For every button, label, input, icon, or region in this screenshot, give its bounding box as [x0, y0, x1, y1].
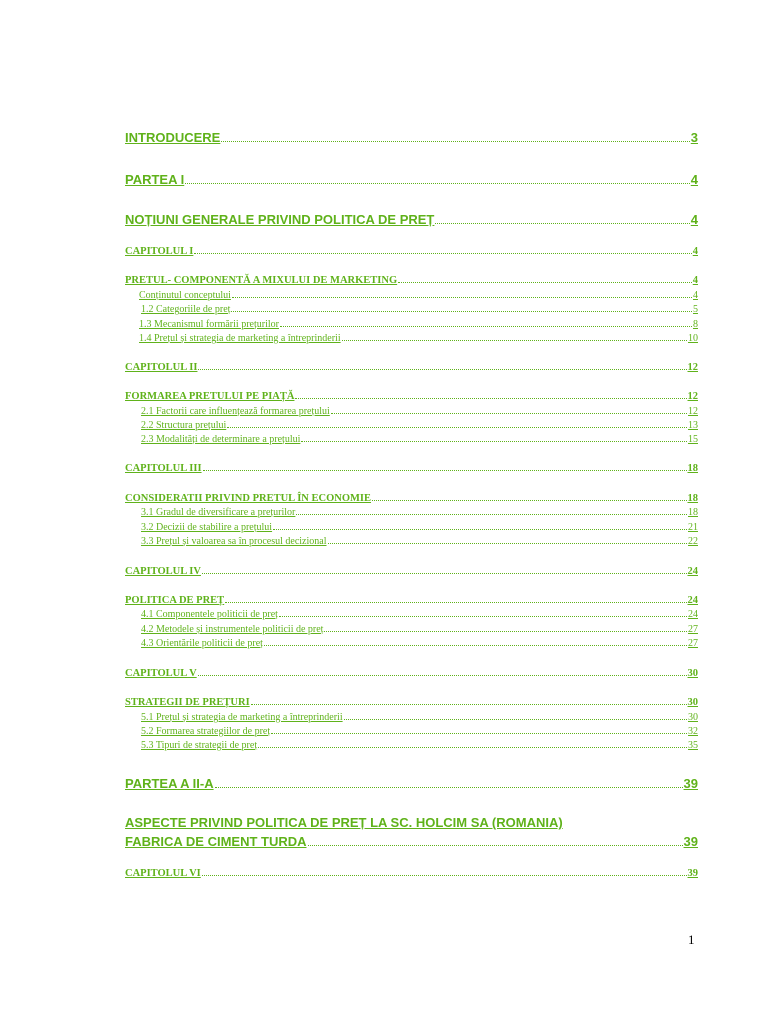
toc-entry[interactable]	[125, 171, 698, 187]
toc-entry-label: 2.3 Modalități de determinare a prețului	[141, 434, 301, 445]
toc-dot-leader	[301, 432, 687, 442]
toc-entry[interactable]	[125, 491, 698, 504]
toc-entry-label: FABRICA DE CIMENT TURDA	[125, 833, 307, 849]
toc-entry-page: 22	[688, 536, 698, 547]
toc-entry-label: 5.2 Formarea strategiilor de preț	[141, 726, 271, 737]
toc-dot-leader	[198, 360, 686, 370]
toc-entry-label: 5.3 Tipuri de strategii de preț	[141, 740, 258, 751]
toc-entry[interactable]	[141, 505, 698, 518]
toc-entry-label: 3.2 Decizii de stabilire a prețului	[141, 522, 273, 533]
toc-entry[interactable]	[139, 317, 698, 330]
toc-entry-page: 4	[690, 171, 698, 187]
toc-dot-leader	[344, 710, 687, 720]
toc-entry-page: 4	[692, 246, 698, 258]
toc-entry[interactable]	[141, 738, 698, 751]
toc-entry-label: 1.3 Mecanismul formării prețurilor	[139, 319, 279, 330]
toc-dot-leader	[185, 171, 690, 184]
toc-dot-leader	[342, 331, 687, 341]
toc-entry-page: 24	[688, 609, 698, 620]
toc-entry-label: Conținutul conceptului	[139, 290, 231, 301]
toc-dot-leader	[264, 636, 687, 646]
toc-entry-label: 4.1 Componentele politicii de preț	[141, 609, 278, 620]
toc-entry-page: 24	[687, 566, 698, 578]
toc-entry-line-1	[125, 815, 698, 833]
toc-entry-label: CAPITOLUL II	[125, 362, 198, 374]
toc-entry-page: 15	[688, 434, 698, 445]
toc-entry-aspecte[interactable]	[125, 815, 698, 851]
toc-entry[interactable]	[141, 302, 698, 315]
toc-entry-page: 27	[688, 638, 698, 649]
toc-entry[interactable]	[125, 695, 698, 708]
toc-entry[interactable]	[125, 273, 698, 286]
toc-entry-page: 4	[690, 211, 698, 227]
toc-entry-label: 1.2 Categoriile de preț	[141, 304, 231, 315]
toc-entry-label: ASPECTE PRIVIND POLITICA DE PREȚ LA SC. HOLCIM SA (ROMANIA)	[125, 815, 563, 830]
toc-dot-leader	[435, 211, 689, 224]
toc-dot-leader	[225, 593, 686, 603]
toc-entry[interactable]	[141, 418, 698, 431]
toc-dot-leader	[251, 695, 687, 705]
toc-entry[interactable]	[125, 666, 698, 679]
toc-dot-leader	[372, 491, 686, 501]
toc-entry-label: 3.3 Prețul și valoarea sa în procesul decizional	[141, 536, 327, 547]
toc-entry-label: POLITICA DE PREȚ	[125, 595, 225, 607]
toc-entry-capitolul-vi[interactable]	[125, 866, 698, 879]
toc-entry[interactable]	[141, 534, 698, 547]
toc-entry-label: CAPITOLUL IV	[125, 566, 201, 578]
toc-entry-label: 2.2 Structura prețului	[141, 420, 227, 431]
toc-entry-page: 39	[683, 833, 698, 849]
toc-dot-leader	[328, 534, 688, 544]
toc-dot-leader	[398, 273, 692, 283]
toc-dot-leader	[215, 775, 683, 788]
toc-dot-leader	[203, 461, 687, 471]
toc-dot-leader	[331, 404, 687, 414]
toc-dot-leader	[194, 244, 691, 254]
toc-entry-page: 39	[683, 775, 698, 791]
toc-entry-page: 12	[687, 391, 698, 403]
toc-entry[interactable]	[141, 404, 698, 417]
toc-entry-label: CAPITOLUL I	[125, 246, 194, 258]
toc-dot-leader	[308, 833, 683, 846]
toc-entry-page: 12	[688, 406, 698, 417]
toc-entry-page: 13	[688, 420, 698, 431]
toc-entry-page: 30	[688, 712, 698, 723]
toc-entry-label: PRETUL- COMPONENTĂ A MIXULUI DE MARKETING	[125, 275, 398, 287]
toc-entry-line-2	[125, 833, 698, 851]
toc-entry[interactable]	[141, 622, 698, 635]
toc-entry[interactable]	[125, 360, 698, 373]
toc-entry[interactable]	[125, 211, 698, 227]
toc-entry-page: 21	[688, 522, 698, 533]
page-number: 1	[688, 932, 695, 947]
toc-entry-page: 30	[687, 697, 698, 709]
toc-entry-page: 30	[687, 668, 698, 680]
toc-entry-label: CAPITOLUL V	[125, 668, 197, 680]
toc-entry[interactable]	[125, 389, 698, 402]
toc-entry[interactable]	[125, 593, 698, 606]
toc-entry[interactable]	[141, 636, 698, 649]
toc-entry[interactable]	[141, 520, 698, 533]
toc-entry-page: 24	[687, 595, 698, 607]
toc-entry[interactable]	[141, 724, 698, 737]
toc-entry-page: 39	[687, 868, 698, 880]
toc-entry-page: 12	[687, 362, 698, 374]
toc-entry-label: PARTEA I	[125, 171, 185, 187]
toc-entry-label: CAPITOLUL VI	[125, 868, 201, 880]
toc-entry-page: 5	[693, 304, 698, 315]
toc-dot-leader	[324, 622, 687, 632]
toc-dot-leader	[221, 129, 689, 142]
toc-dot-leader	[198, 666, 687, 676]
toc-entry-label: CAPITOLUL III	[125, 463, 202, 475]
toc-dot-leader	[295, 389, 686, 399]
toc-dot-leader	[280, 317, 692, 327]
toc-dot-leader	[227, 418, 687, 428]
toc-entry-label: STRATEGII DE PREȚURI	[125, 697, 250, 709]
toc-entry-page: 10	[688, 333, 698, 344]
toc-entry-page: 4	[693, 290, 698, 301]
toc-dot-leader	[231, 302, 692, 312]
toc-entry[interactable]	[141, 607, 698, 620]
toc-entry-page: 35	[688, 740, 698, 751]
toc-entry[interactable]	[125, 775, 698, 791]
toc-dot-leader	[279, 607, 687, 617]
toc-entry-label: FORMAREA PRETULUI PE PIAȚĂ	[125, 391, 295, 403]
toc-entry[interactable]	[139, 288, 698, 301]
toc-dot-leader	[232, 288, 692, 298]
toc-entry-label: 1.4 Prețul și strategia de marketing a întreprinderii	[139, 333, 341, 344]
toc-entry-label: 5.1 Prețul și strategia de marketing a întreprinderii	[141, 712, 343, 723]
toc-dot-leader	[202, 866, 687, 876]
toc-dot-leader	[202, 564, 687, 574]
toc-dot-leader	[296, 505, 687, 515]
toc-entry-label: INTRODUCERE	[125, 129, 221, 145]
toc-entry-label: PARTEA A II-A	[125, 775, 214, 791]
toc-entry[interactable]	[125, 129, 698, 145]
toc-entry-page: 18	[687, 463, 698, 475]
toc-dot-leader	[271, 724, 687, 734]
toc-entry-label: 3.1 Gradul de diversificare a prețurilor	[141, 507, 296, 518]
toc-entry[interactable]	[141, 710, 698, 723]
toc-dot-leader	[258, 738, 687, 748]
toc-entry[interactable]	[125, 244, 698, 257]
toc-entry-label: 4.3 Orientările politicii de preț	[141, 638, 263, 649]
toc-entry[interactable]	[125, 564, 698, 577]
toc-entry[interactable]	[139, 331, 698, 344]
toc-entry-label: 2.1 Factorii care influențează formarea prețului	[141, 406, 330, 417]
toc-entry-page: 32	[688, 726, 698, 737]
toc-entry-label: 4.2 Metodele și instrumentele politicii de preț	[141, 624, 324, 635]
toc-entry[interactable]	[125, 461, 698, 474]
toc-entry-page: 27	[688, 624, 698, 635]
toc-entry-page: 18	[687, 493, 698, 505]
toc-entry[interactable]	[141, 432, 698, 445]
toc-entry-label: NOȚIUNI GENERALE PRIVIND POLITICA DE PREȚ	[125, 211, 435, 227]
toc-entry-page: 3	[690, 129, 698, 145]
toc-entry-label: CONSIDERATII PRIVIND PRETUL ÎN ECONOMIE	[125, 493, 372, 505]
toc-dot-leader	[273, 520, 687, 530]
toc-entry-page: 4	[692, 275, 698, 287]
toc-entry-page: 8	[693, 319, 698, 330]
toc-entry-page: 18	[688, 507, 698, 518]
